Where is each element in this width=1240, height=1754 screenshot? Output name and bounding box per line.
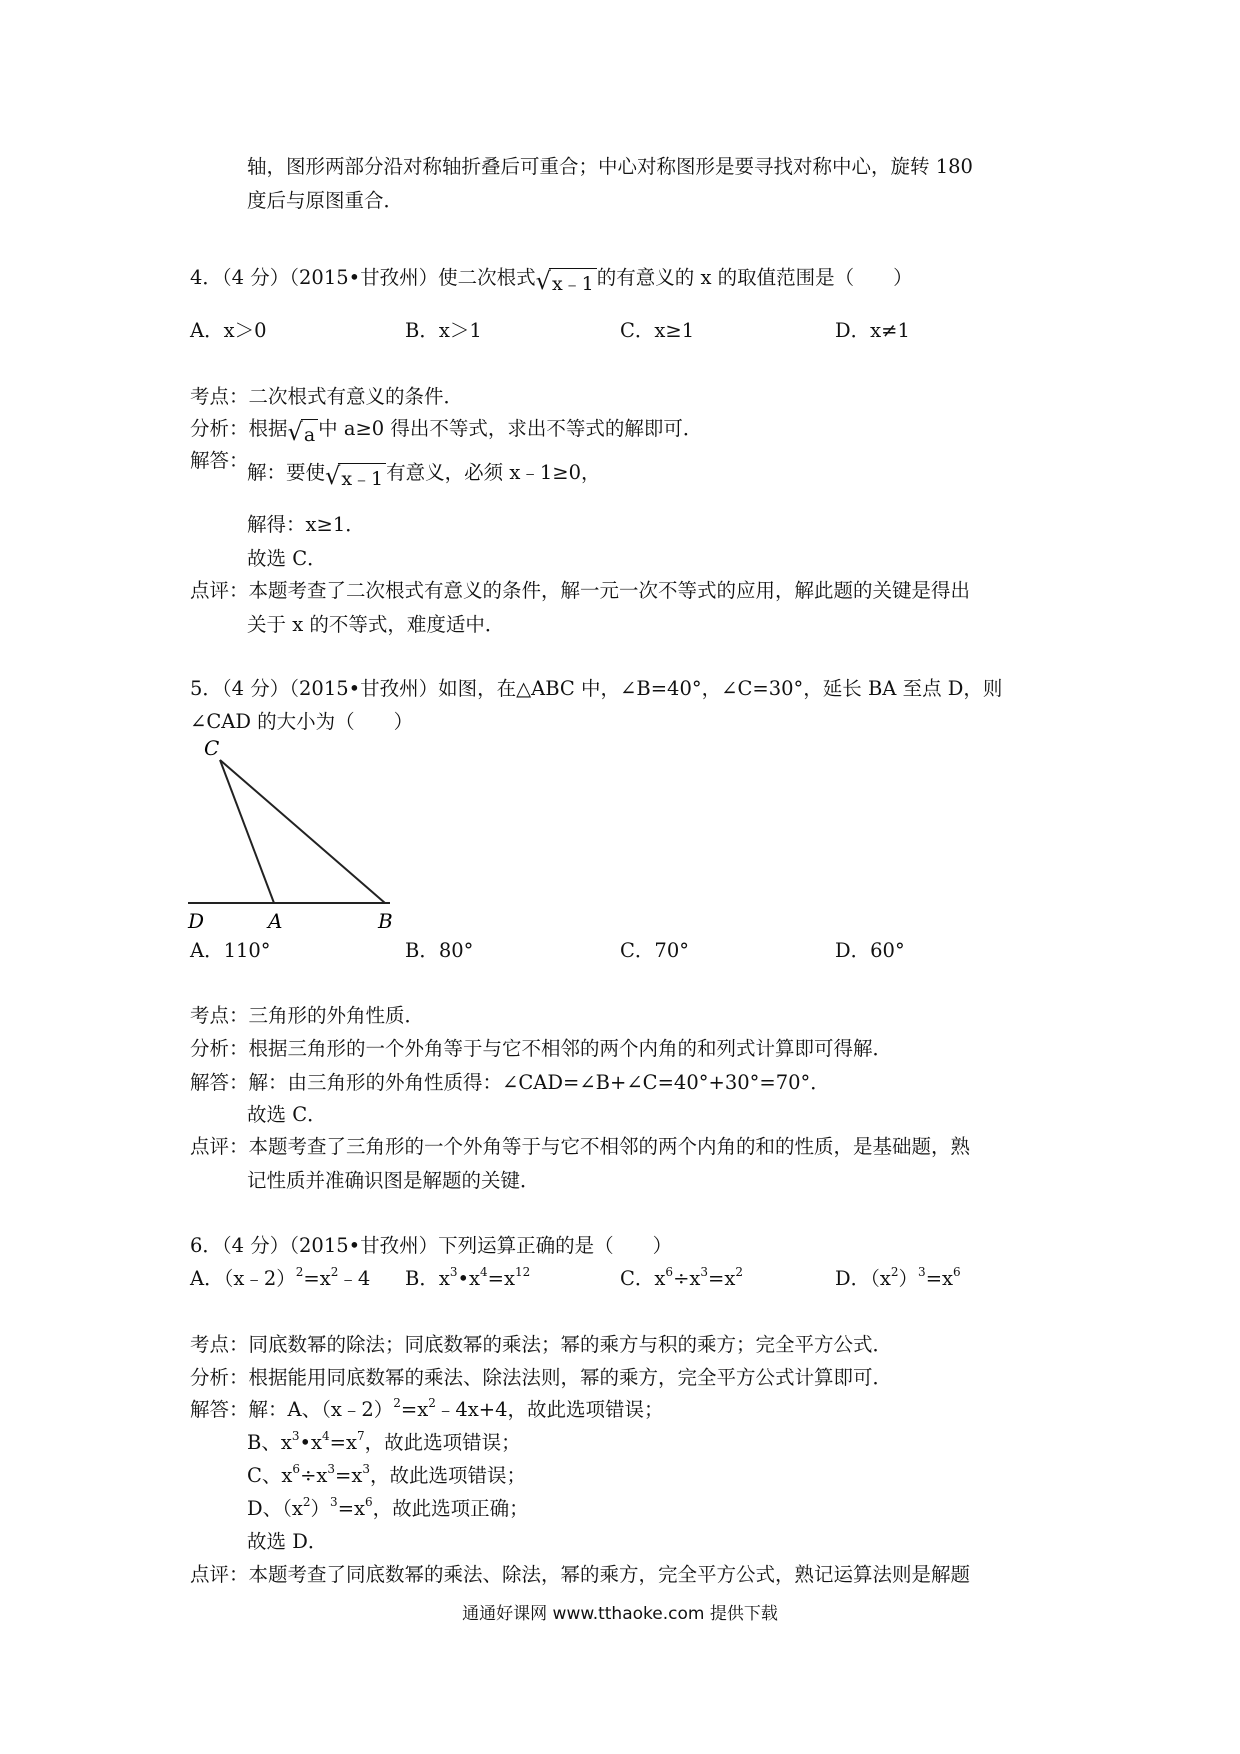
label-b: B [378, 909, 393, 933]
q6-option-b: B．$x^3•x^4=x^{12}$ [405, 1264, 531, 1290]
label-c: C [204, 736, 220, 760]
q4-stem: 4．（4 分）（2015•甘孜州）使二次根式√x﹣1 的有意义的 x 的取值范围是（ ） [190, 266, 913, 295]
q6-jieda-last: 故选 D． [247, 1530, 328, 1553]
q6-jieda-c: C、$x^6\div x^3=x^3$，故此选项错误； [247, 1461, 527, 1487]
segment-c-a [220, 760, 274, 903]
label-d: D [188, 909, 205, 933]
top-line-2: 度后与原图重合． [247, 189, 404, 212]
q5-jieda-1: 解答：解：由三角形的外角性质得：∠CAD=∠B+∠C=40°+30°=70°． [190, 1071, 830, 1094]
q5-option-d: D．60° [835, 939, 905, 962]
q5-dianping-1: 点评：本题考查了三角形的一个外角等于与它不相邻的两个内角的和的性质，是基础题，熟 [190, 1135, 971, 1158]
sqrt-a: √a [288, 419, 319, 448]
q6-kaodian: 考点：同底数幂的除法；同底数幂的乘法；幂的乘方与积的乘方；完全平方公式． [190, 1333, 893, 1356]
q6-jieda-b: B、$x^3•x^4=x^7$，故此选项错误； [247, 1428, 521, 1454]
q4-jieda-label: 解答： [190, 449, 249, 472]
q4-kaodian: 考点：二次根式有意义的条件． [190, 385, 464, 408]
q5-jieda-2: 故选 C． [247, 1103, 327, 1126]
q4-fenxi: 分析：根据√a 中 a≥0 得出不等式，求出不等式的解即可． [190, 417, 703, 446]
q6-jieda-d: D、$(x^2)^3=x^6$，故此选项正确； [247, 1494, 529, 1520]
q6-option-d: D．$(x^2)^3=x^6$ [835, 1264, 961, 1290]
label-a: A [268, 909, 283, 933]
q4-option-c: C．x≥1 [620, 319, 695, 342]
q4-dianping-2: 关于 x 的不等式，难度适中． [247, 613, 505, 636]
q4-jieda-2: 解得：x≥1． [247, 513, 365, 536]
segment-c-b [220, 760, 385, 903]
sqrt-expression-2: √x﹣1 [325, 463, 386, 492]
q6-stem: 6．（4 分）（2015•甘孜州）下列运算正确的是（ ） [190, 1234, 673, 1257]
q5-stem-1: 5．（4 分）（2015•甘孜州）如图，在△ABC 中，∠B=40°，∠C=30°，延长 BA 至点 D，则 [190, 677, 1003, 700]
q6-jieda-1: 解答：解：A、$(x﹣2)^2=x^2﹣4x+4$，故此选项错误； [190, 1395, 664, 1421]
sqrt-expression: √x﹣1 [536, 268, 597, 297]
q4-dianping-1: 点评：本题考查了二次根式有意义的条件，解一元一次不等式的应用，解此题的关键是得出 [190, 579, 971, 602]
q6-fenxi: 分析：根据能用同底数幂的乘法、除法法则，幂的乘方，完全平方公式计算即可． [190, 1366, 893, 1389]
triangle-figure [180, 735, 410, 935]
top-line-1: 轴，图形两部分沿对称轴折叠后可重合；中心对称图形是要寻找对称中心，旋转 180 [247, 155, 973, 178]
q6-option-a: A．$(x﹣2)^2=x^2﹣4$ [190, 1264, 371, 1290]
q5-dianping-2: 记性质并准确识图是解题的关键． [247, 1169, 540, 1192]
page-footer: 通通好课网 www.tthaoke.com 提供下载 [462, 1604, 778, 1624]
q4-option-b: B．x＞1 [405, 319, 482, 342]
q5-stem-2: ∠CAD 的大小为（ ） [190, 710, 414, 733]
q5-kaodian: 考点：三角形的外角性质． [190, 1004, 425, 1027]
q6-dianping: 点评：本题考查了同底数幂的乘法、除法，幂的乘方，完全平方公式，熟记运算法则是解题 [190, 1563, 971, 1586]
q4-jieda-1: 解：要使√x﹣1 有意义，必须 x﹣1≥0， [247, 461, 601, 490]
q5-option-a: A．110° [190, 939, 271, 962]
q6-option-c: C．$x^6\div x^3=x^2$ [620, 1264, 744, 1290]
q4-option-d: D．x≠1 [835, 319, 910, 342]
q4-option-a: A．x＞0 [190, 319, 267, 342]
q5-option-c: C．70° [620, 939, 689, 962]
q5-fenxi: 分析：根据三角形的一个外角等于与它不相邻的两个内角的和列式计算即可得解． [190, 1037, 893, 1060]
q5-option-b: B．80° [405, 939, 474, 962]
q4-jieda-3: 故选 C． [247, 547, 327, 570]
